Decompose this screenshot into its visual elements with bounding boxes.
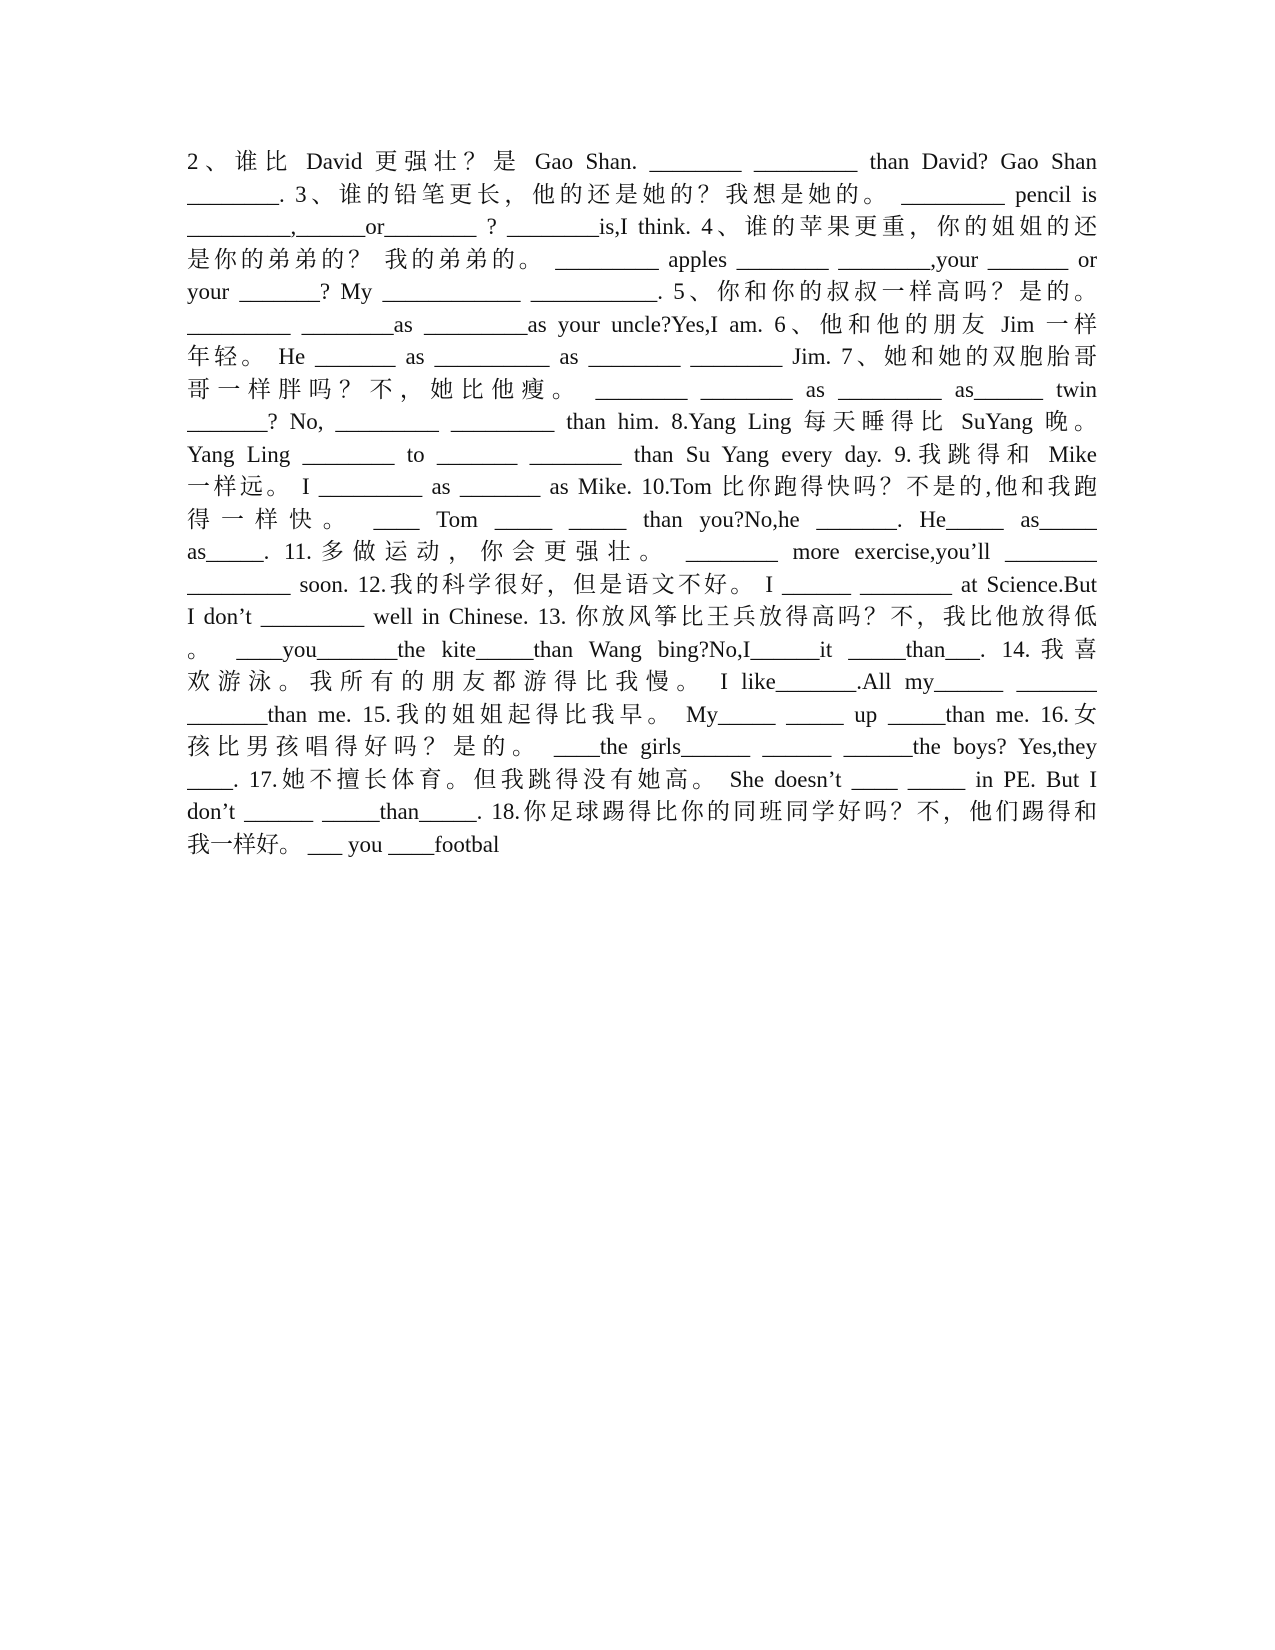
text-line: ____. 17.她不擅长体育。但我跳得没有她高。 She doesn’t ____ _____ in PE. But I	[187, 766, 1097, 792]
text-line: 孩比男孩唱得好吗？是的。 ____the girls______ ______ ______the boys? Yes,they	[187, 734, 1097, 759]
text-line: 我一样好。 ___ you ____footbal	[187, 831, 500, 857]
text-line: I don’t _________ well in Chinese. 13. 你放风筝比王兵放得高吗？不，我比他放得低	[187, 604, 1097, 629]
text-line: as_____. 11.多做运动，你会更强壮。 ________ more exercise,you’ll ________	[187, 539, 1097, 564]
text-line: 2、谁比 David 更强壮？是 Gao Shan. ________ _________ than David? Gao Shan	[187, 149, 1097, 174]
text-line: ________. 3、谁的铅笔更长，他的还是她的？我想是她的。 _________ pencil is	[187, 181, 1097, 207]
text-line: _________ ________as _________as your uncle?Yes,I am. 6、他和他的朋友 Jim 一样	[187, 311, 1097, 337]
text-line: _______than me. 15.我的姐姐起得比我早。 My_____ _____ up _____than me. 16.女	[187, 701, 1097, 727]
text-line: 哥一样胖吗？不，她比他瘦。 ________ ________ as _________ as______ twin	[187, 376, 1097, 402]
text-line: 得一样快。 ____ Tom _____ _____ than you?No,he _______. He_____ as_____	[187, 506, 1097, 532]
text-line: 一样远。 I _________ as _______ as Mike. 10.Tom 比你跑得快吗？不是的,他和我跑	[187, 474, 1097, 499]
text-line: _________ soon. 12.我的科学很好，但是语文不好。 I ______ ________ at Science.But	[187, 571, 1097, 597]
text-line: Yang Ling ________ to _______ ________ than Su Yang every day. 9.我跳得和 Mike	[187, 441, 1097, 467]
text-line: 年轻。 He _______ as __________ as ________ ________ Jim. 7、她和她的双胞胎哥	[187, 344, 1097, 369]
text-line: your _______? My ____________ ___________. 5、你和你的叔叔一样高吗？是的。	[187, 279, 1097, 304]
text-line: 是你的弟弟的？ 我的弟弟的。 _________ apples ________ ________,your _______ or	[187, 246, 1097, 272]
text-line: _______? No, _________ _________ than him. 8.Yang Ling 每天睡得比 SuYang 晚。	[187, 409, 1097, 434]
exercise-text	[187, 146, 1097, 861]
text-line: 欢游泳。我所有的朋友都游得比我慢。 I like_______.All my______ _______	[187, 669, 1097, 694]
text-line: _________,______or________ ? ________is,I think. 4、谁的苹果更重，你的姐姐的还	[187, 214, 1097, 239]
text-line: 。 ____you_______the kite_____than Wang bing?No,I______it _____than___. 14.我喜	[187, 636, 1097, 662]
text-line: don’t ______ _____than_____. 18.你足球踢得比你的同班同学好吗？不，他们踢得和	[187, 799, 1097, 824]
